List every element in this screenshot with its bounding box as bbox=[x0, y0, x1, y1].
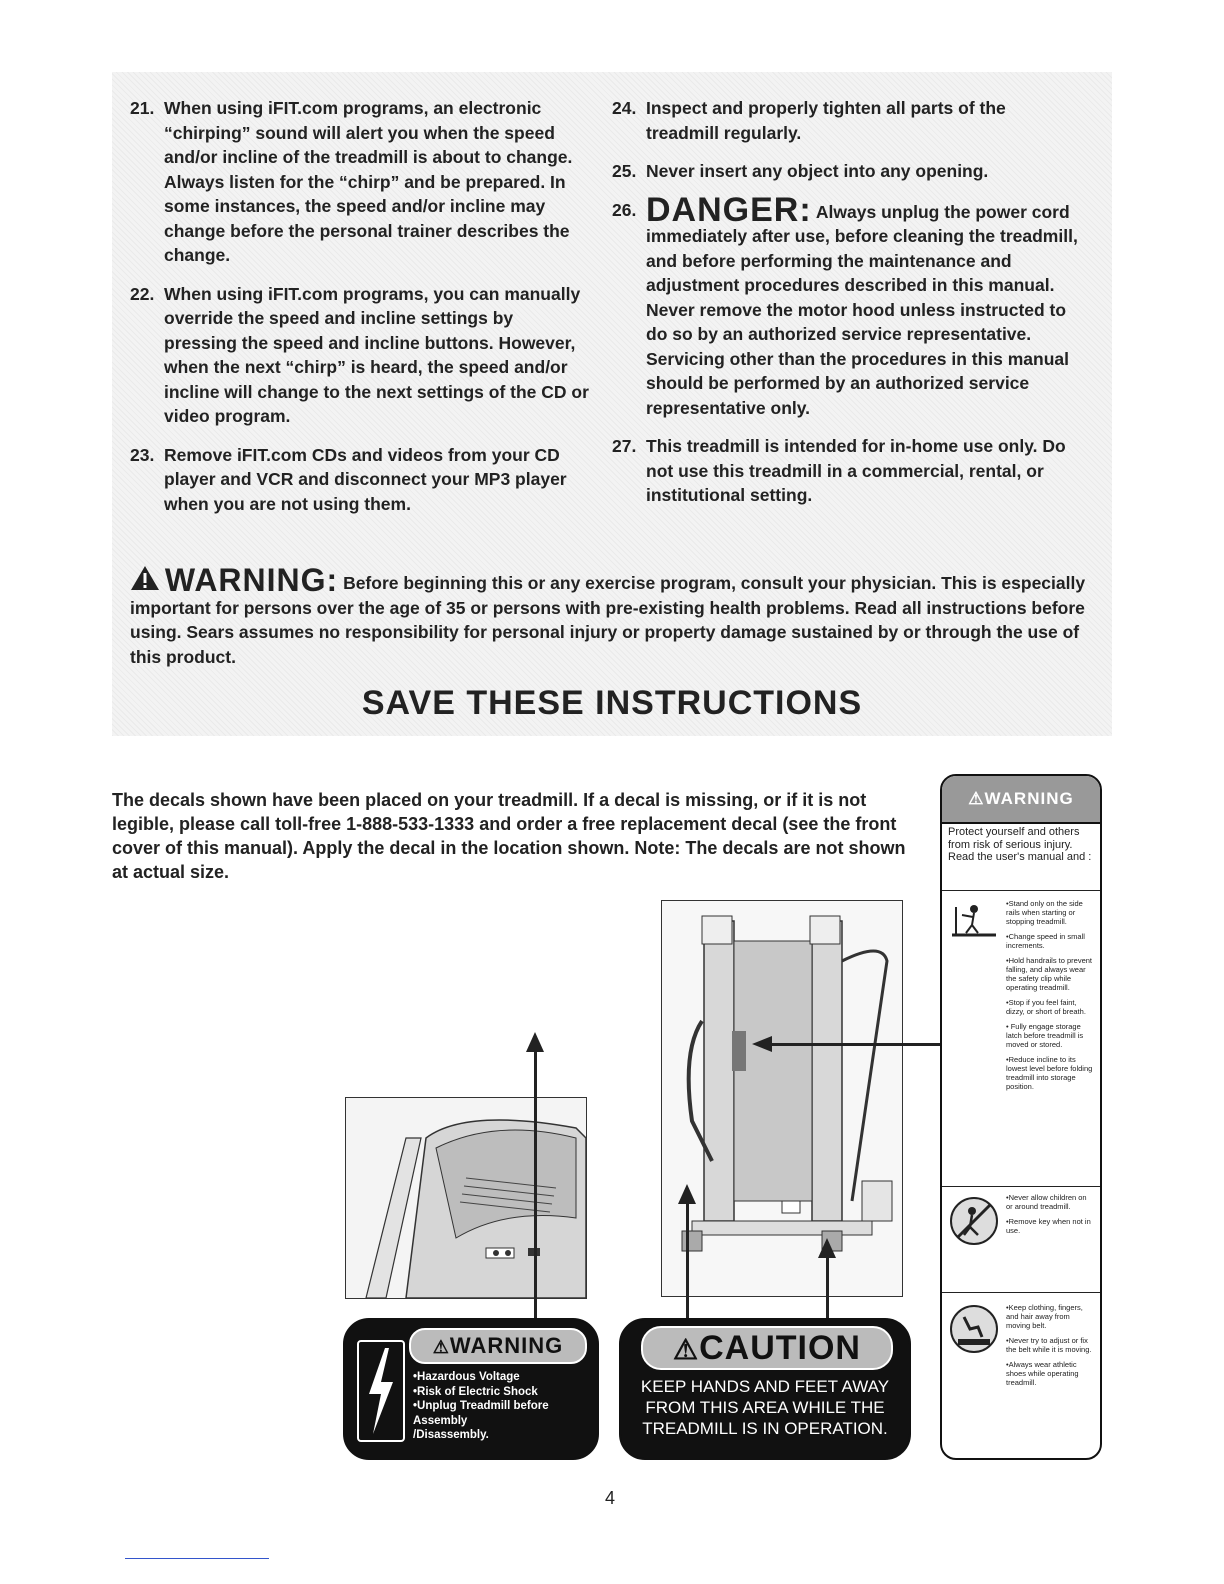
side-decal-bullet: •Stand only on the side rails when starting or stopping treadmill. bbox=[1006, 899, 1083, 926]
decal-warning-line: •Hazardous Voltage bbox=[413, 1371, 520, 1383]
side-decal-bullets bbox=[1006, 1303, 1094, 1393]
save-instructions-title: SAVE THESE INSTRUCTIONS bbox=[361, 684, 863, 722]
danger-keyword: DANGER: bbox=[646, 190, 812, 229]
side-decal-bullet: •Never allow children on or around treadmill. bbox=[1006, 1193, 1087, 1211]
item-number: 21. bbox=[130, 98, 155, 118]
side-decal-bullet: • Fully engage storage latch before treadmill is moved or stored. bbox=[1006, 1022, 1084, 1049]
lightning-bolt-icon bbox=[357, 1340, 405, 1442]
safety-item-24 bbox=[612, 96, 1082, 145]
item-text: When using iFIT.com programs, you can manually override the speed and incline settings by pressing the speed and incline buttons. However, when the next “chirp” is heard, the speed and/or incline will change to the next settings of the CD or video program. bbox=[164, 283, 589, 426]
warning-keyword: WARNING: bbox=[164, 562, 339, 598]
item-number: 25. bbox=[612, 161, 637, 181]
side-decal-group-belt bbox=[942, 1292, 1100, 1460]
decal-caution-line: FROM THIS AREA WHILE THE bbox=[645, 1398, 885, 1417]
no-children-icon bbox=[948, 1195, 1000, 1247]
item-number: 26. bbox=[612, 199, 637, 220]
general-warning bbox=[130, 562, 1090, 669]
motor-hood-photo bbox=[345, 1097, 587, 1299]
side-decal-group-children bbox=[942, 1186, 1100, 1287]
warning-text: Before beginning this or any exercise program, consult your physician. This is especially important for persons over the age of 35 or persons with pre-existing health problems. Read all instructions before using. Sears assumes no responsibility for personal injury or property damage sustained by or through the use of this product. bbox=[130, 573, 1086, 667]
side-decal-bullet: •Never try to adjust or fix the belt while it is moving. bbox=[1006, 1336, 1092, 1354]
decal-caution-title-text: CAUTION bbox=[699, 1329, 861, 1367]
hand-near-belt-icon bbox=[948, 1303, 1000, 1355]
decal-caution-lines bbox=[631, 1376, 899, 1439]
pointer-line bbox=[686, 1200, 689, 1320]
footer-rule bbox=[125, 1558, 269, 1559]
pointer-line bbox=[826, 1255, 829, 1320]
warning-triangle-icon bbox=[130, 565, 160, 591]
treadmill-folded-photo bbox=[661, 900, 903, 1297]
side-decal-group-treadmill bbox=[942, 890, 1100, 1181]
pointer-arrowhead bbox=[678, 1184, 696, 1204]
decals-intro-text: The decals shown have been placed on your treadmill. If a decal is missing, or if it is not legible, please call toll-free 1-888-533-1333 and order a free replacement decal (see the front cover of this manual). Apply the decal in the location shown. Note: The decals are not shown at actual size. bbox=[112, 790, 906, 882]
decal-warning-lines bbox=[413, 1370, 589, 1443]
decal-caution-line: KEEP HANDS AND FEET AWAY bbox=[640, 1377, 890, 1396]
side-decal-title: ⚠WARNING bbox=[942, 776, 1100, 824]
item-number: 22. bbox=[130, 283, 155, 304]
safety-item-27 bbox=[612, 434, 1082, 508]
side-decal-bullet: •Change speed in small increments. bbox=[1006, 932, 1085, 950]
pointer-arrowhead bbox=[752, 1036, 772, 1052]
item-number: 27. bbox=[612, 436, 637, 456]
item-text: This treadmill is intended for in-home use only. Do not use this treadmill in a commercial, rental, or institutional setting. bbox=[646, 436, 1066, 505]
decal-warning-title: ⚠WARNING bbox=[409, 1328, 587, 1364]
safety-item-26 bbox=[612, 190, 1082, 421]
item-number: 24. bbox=[612, 98, 637, 118]
safety-item-21 bbox=[130, 96, 590, 268]
side-decal-bullets bbox=[1006, 899, 1094, 1097]
decal-warning-line: •Unplug Treadmill before Assembly bbox=[413, 1400, 549, 1427]
item-number: 23. bbox=[130, 444, 155, 465]
side-decal-bullet: •Remove key when not in use. bbox=[1006, 1217, 1091, 1235]
decal-warning-line: •Risk of Electric Shock bbox=[413, 1385, 538, 1398]
item-text: Always unplug the power cord immediately after use, before cleaning the treadmill, and before performing the maintenance and adjustment procedures described in this manual. Never remove the motor hood unless instructed to do so by an authorized service representative. Servicing other than the procedures in this manual should be performed by an authorized service representative only. bbox=[646, 201, 1078, 418]
caution-decal bbox=[619, 1318, 911, 1460]
person-on-treadmill-icon bbox=[948, 901, 1000, 941]
item-text: Never insert any object into any opening. bbox=[646, 161, 989, 181]
safety-item-23 bbox=[130, 443, 590, 517]
safety-list-left bbox=[130, 96, 590, 530]
item-text: When using iFIT.com programs, an electronic “chirping” sound will alert you when the speed and/or incline of the treadmill is about to change. Always listen for the “chirp” and be prepared. In some instances, the speed and/or incline may change before the personal trainer describes the change. bbox=[164, 98, 573, 265]
item-text: Remove iFIT.com CDs and videos from your CD player and VCR and disconnect your MP3 player when you are not using them. bbox=[164, 444, 567, 514]
side-decal-bullet: •Always wear athletic shoes while operating treadmill. bbox=[1006, 1360, 1079, 1387]
side-decal-bullet: •Keep clothing, fingers, and hair away from moving belt. bbox=[1006, 1303, 1083, 1330]
side-decal-bullets bbox=[1006, 1193, 1094, 1241]
side-decal-bullet: •Stop if you feel faint, dizzy, or short of breath. bbox=[1006, 998, 1086, 1016]
safety-list-right bbox=[612, 96, 1082, 522]
side-warning-decal bbox=[940, 774, 1102, 1460]
decal-caution-title: ⚠CAUTION bbox=[641, 1326, 893, 1370]
pointer-line bbox=[534, 1050, 537, 1320]
pointer-arrowhead bbox=[526, 1032, 544, 1052]
decal-warning-title-text: WARNING bbox=[449, 1333, 564, 1358]
side-decal-bullet: •Reduce incline to its lowest level before folding treadmill into storage position. bbox=[1006, 1055, 1093, 1091]
safety-item-22 bbox=[130, 282, 590, 429]
decal-caution-line: TREADMILL IS IN OPERATION. bbox=[642, 1419, 888, 1438]
side-decal-intro: Protect yourself and others from risk of serious injury. Read the user's manual and : bbox=[948, 826, 1092, 863]
hazardous-voltage-decal bbox=[343, 1318, 599, 1460]
pointer-line bbox=[770, 1043, 940, 1046]
decal-warning-line: /Disassembly. bbox=[413, 1429, 489, 1441]
side-decal-title-text: WARNING bbox=[984, 789, 1074, 808]
safety-item-25 bbox=[612, 159, 1082, 184]
pointer-arrowhead bbox=[818, 1238, 836, 1258]
side-decal-bullet: •Hold handrails to prevent falling, and always wear the safety clip while operating treadmill. bbox=[1006, 956, 1093, 992]
page-number: 4 bbox=[604, 1488, 615, 1508]
item-text: Inspect and properly tighten all parts of the treadmill regularly. bbox=[646, 98, 1006, 143]
